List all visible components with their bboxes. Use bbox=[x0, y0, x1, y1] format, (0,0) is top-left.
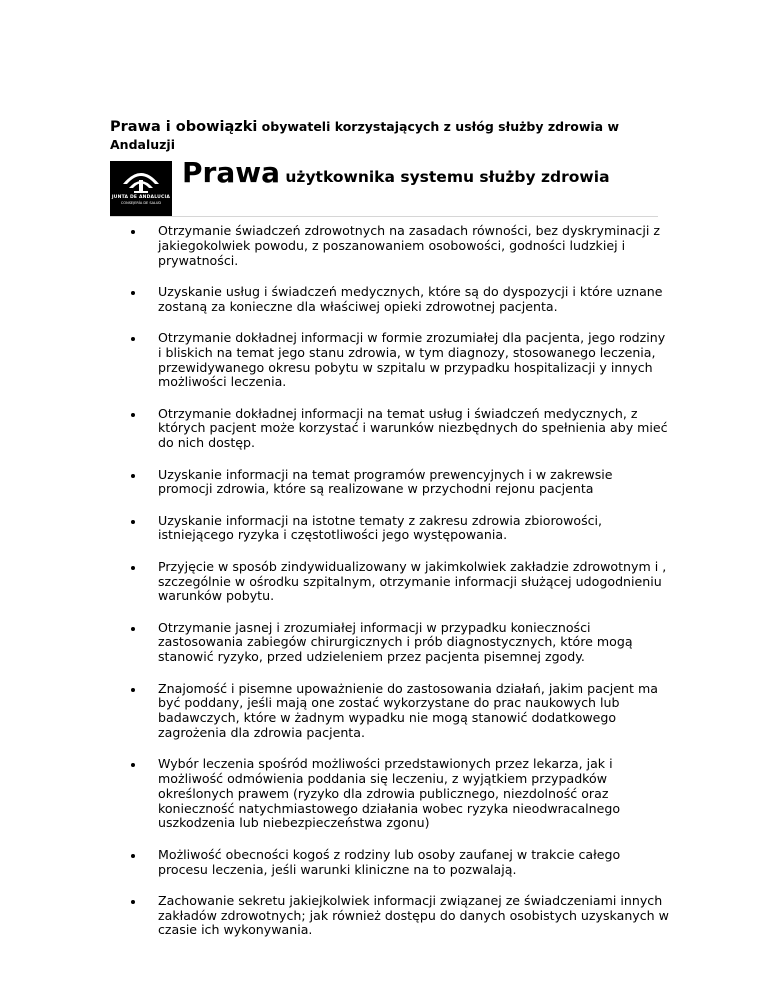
list-item-text: Możliwość obecności kogoś z rodziny lub osoby zaufanej w trakcie całego procesu leczenia, jeśli warunki kliniczne na to pozwalają. bbox=[158, 846, 621, 877]
list-item-text: Znajomość i pisemne upoważnienie do zastosowania działań, jakim pacjent ma być poddany, jeśli mają one zostać wykorzystane do prac naukowych lub badawczych, które w żadnym wypadku nie mogą stanowić dodatkowego zagrożenia dla zdrowia pacjenta. bbox=[158, 680, 658, 740]
bullet-icon bbox=[131, 900, 135, 904]
title-main: Prawa i obowiązki bbox=[110, 119, 258, 135]
bullet-icon bbox=[131, 688, 135, 692]
bullet-icon bbox=[131, 230, 135, 234]
document-page bbox=[110, 118, 669, 938]
list-item-text: Zachowanie sekretu jakiejkolwiek informacji związanej ze świadczeniami innych zakładów zdrowotnych; jak również dostępu do danych osobistych uzyskanych w czasie ich wykonywania. bbox=[158, 892, 669, 938]
list-item-text: Otrzymanie świadczeń zdrowotnych na zasadach równości, bez dyskryminacji z jakiegokolwiek powodu, z poszanowaniem osobowości, godności ludzkiej i prywatności. bbox=[158, 223, 660, 268]
divider bbox=[110, 216, 658, 217]
list-item bbox=[110, 224, 670, 268]
junta-de-andalucia-logo bbox=[110, 161, 172, 217]
list-item bbox=[110, 468, 670, 498]
document-title bbox=[110, 118, 658, 154]
list-item bbox=[110, 621, 670, 665]
logo-line1: JUNTA DE ANDALUCIA bbox=[111, 195, 171, 200]
bullet-icon bbox=[131, 627, 135, 631]
list-item bbox=[110, 848, 670, 878]
bullet-icon bbox=[131, 854, 135, 858]
section-title-main: Prawa bbox=[182, 156, 280, 189]
logo-emblem-icon bbox=[121, 166, 161, 194]
list-item-text: Otrzymanie dokładnej informacji na temat usług i świadczeń medycznych, z których pacjent może korzystać i warunków niezbędnych do spełnienia aby mieć do nich dostęp. bbox=[158, 405, 668, 451]
list-item bbox=[110, 514, 670, 544]
rights-list bbox=[110, 224, 670, 955]
bullet-icon bbox=[131, 291, 135, 295]
bullet-icon bbox=[131, 474, 135, 478]
list-item-text: Uzyskanie usług i świadczeń medycznych, które są do dyspozycji i które uznane zostaną za konieczne dla właściwej opieki zdrowotnej pacjenta. bbox=[158, 283, 663, 314]
list-item bbox=[110, 407, 670, 451]
section-title bbox=[182, 158, 652, 192]
list-item-text: Uzyskanie informacji na temat programów prewencyjnych i w zakrewsie promocji zdrowia, które są realizowane w przychodni rejonu pacjenta bbox=[158, 466, 613, 497]
bullet-icon bbox=[131, 763, 135, 767]
list-item-text: Otrzymanie jasnej i zrozumiałej informacji w przypadku konieczności zastosowania zabiegów chirurgicznych i prób diagnostycznych, które mogą stanowić ryzyko, przed udzieleniem przez pacjenta pisemnej zgody. bbox=[158, 619, 633, 665]
list-item bbox=[110, 682, 670, 741]
section-title-rest: użytkownika systemu służby zdrowia bbox=[280, 168, 610, 186]
list-item bbox=[110, 560, 670, 604]
bullet-icon bbox=[131, 520, 135, 524]
list-item bbox=[110, 894, 670, 938]
list-item bbox=[110, 285, 670, 315]
bullet-icon bbox=[131, 566, 135, 570]
bullet-icon bbox=[131, 413, 135, 417]
list-item bbox=[110, 757, 670, 831]
logo-line2: CONSEJERÍA DE SALUD bbox=[120, 201, 162, 205]
title-rest: obywateli korzystających z usłóg służby zdrowia w Andaluzji bbox=[110, 119, 619, 152]
list-item bbox=[110, 331, 670, 390]
list-item-text: Otrzymanie dokładnej informacji w formie zrozumiałej dla pacjenta, jego rodziny i bliskich na temat jego stanu zdrowia, w tym diagnozy, stosowanego leczenia, przewidywanego okresu pobytu w szpitalu w przypadku hospitalizacji y innych możliwości leczenia. bbox=[158, 329, 666, 390]
list-item-text: Wybór leczenia spośród możliwości przedstawionych przez lekarza, jak i możliwość odmówienia poddania się leczeniu, z wyjątkiem przypadków określonych prawem (ryzyko dla zdrowia publicznego, niezdolność oraz konieczność natychmiastowego działania wobec ryzyka nieodwracalnego uszkodzenia lub niebezpieczeństwa zgonu) bbox=[158, 756, 621, 831]
list-item-text: Przyjęcie w sposób zindywidualizowany w jakimkolwiek zakładzie zdrowotnym i , szczególnie w ośrodku szpitalnym, otrzymanie informacji służącej udogodnieniu warunków pobytu. bbox=[158, 558, 667, 604]
bullet-icon bbox=[131, 337, 135, 341]
list-item-text: Uzyskanie informacji na istotne tematy z zakresu zdrowia zbiorowości, istniejącego ryzyka i częstotliwości jego występowania. bbox=[158, 512, 603, 543]
